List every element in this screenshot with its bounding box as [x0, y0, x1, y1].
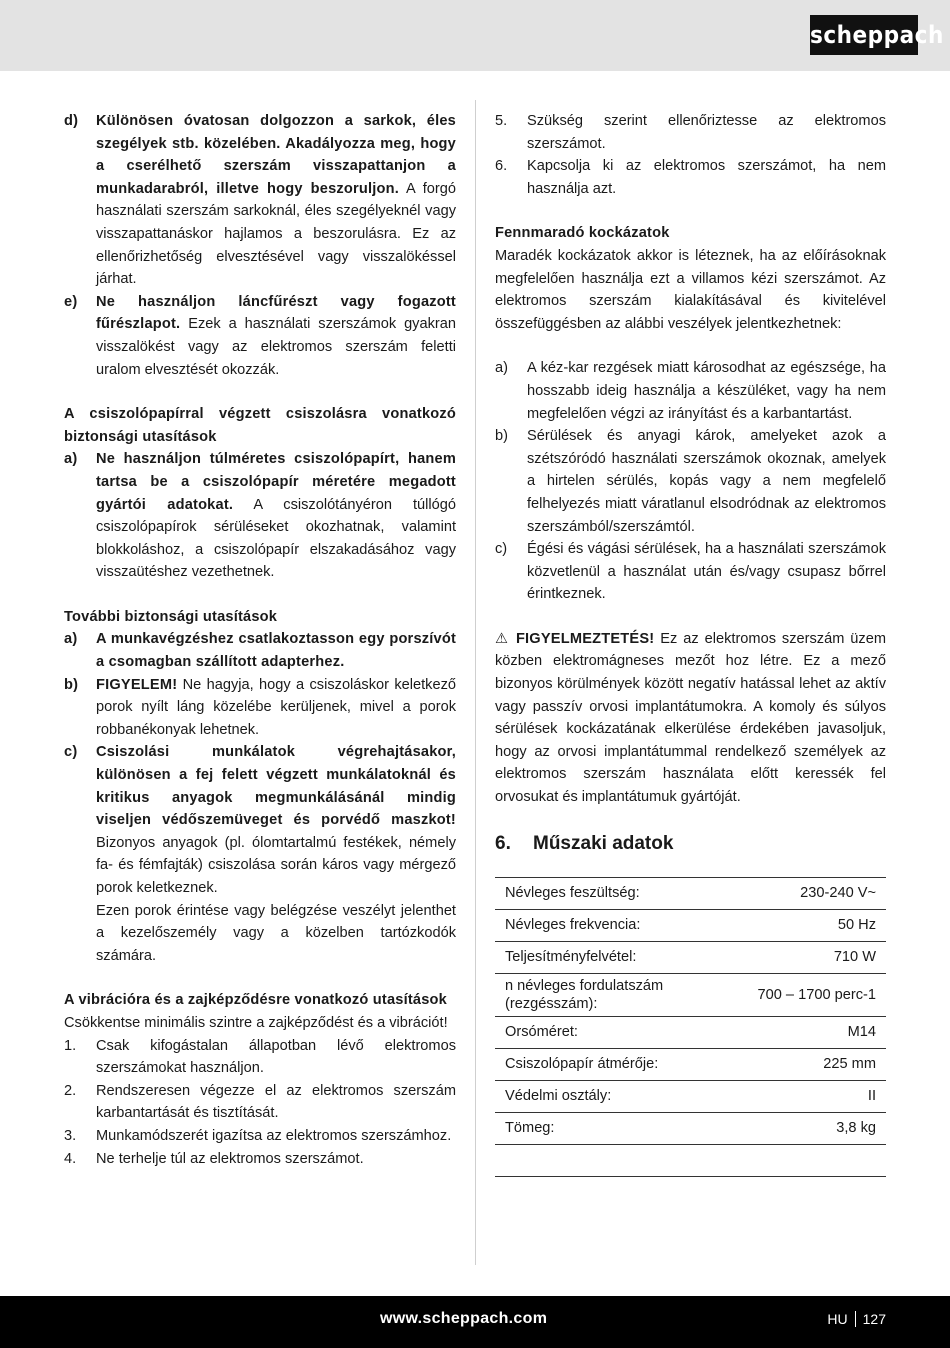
vibration-intro: Csökkentse minimális szintre a zajképződést és a vibrációt!: [64, 1014, 448, 1031]
emf-warning: [495, 628, 886, 809]
item-text-2: Ezen porok érintése vagy belégzése veszélyt jelenthet a kezelőszemély vagy a közelben tartózkodók számára.: [96, 902, 456, 964]
section-title: [495, 831, 886, 857]
item-bold-text: Különösen óvatosan dolgozzon a sarkok, éles szegélyek stb. közelében. Akadályozza meg, hogy a cserélhető szerszám visszapattanjon a munkadarabról, illetve hogy beszoruljon.: [96, 113, 456, 197]
vibration-list: [64, 1035, 456, 1171]
warning-label: FIGYELMEZTETÉS!: [515, 630, 655, 647]
section-number: 6.: [495, 832, 511, 854]
item-bold-text: A munkavégzéshez csatlakoztasson egy porszívót a csomagban szállított adapterhez.: [96, 631, 456, 671]
item-bold-text: Ne használjon láncfűrészt vagy fogazott fűrészlapot.: [96, 293, 456, 333]
sanding-safety-heading: A csiszolópapírral végzett csiszolásra vonatkozó biztonsági utasítások: [64, 406, 456, 445]
further-safety-heading: További biztonsági utasítások: [64, 608, 278, 625]
warning-text: Ez az elektromos szerszám üzem közben elektromágneses mezőt hoz létre. Ez a mező bizonyos körülmények között negatív hatással lehet az aktív vagy passzív orvosi implantátumokra. A komoly és súlyos sérülések kockázatának elkerülése érdekében javasoljuk, hogy az orvosi implantátummal rendelkező személyek az elektromos szerszám használata előtt keressék fel orvosukat és implantátumuk gyártóját.: [495, 630, 886, 806]
item-text: Bizonyos anyagok (pl. ólomtartalmú festékek, némely fa- és fémfajták) csiszolása során káros vagy mérgező porok keletkeznek.: [96, 834, 456, 896]
table-row-empty: [495, 1144, 886, 1176]
list-item: 6. Kapcsolja ki az elektromos szerszámot, ha nem használja azt.: [495, 158, 886, 197]
list-item: 3. Munkamódszerét igazítsa az elektromos szerszámhoz.: [64, 1127, 452, 1144]
table-row: Névleges frekvencia: 50 Hz: [495, 909, 886, 941]
list-item: 5. Szükség szerint ellenőriztesse az elektromos szerszámot.: [495, 113, 886, 152]
section-title-text: Műszaki adatok: [533, 832, 674, 854]
list-item-e: [64, 291, 456, 381]
item-text: A forgó használati szerszám sarkoknál, éles szegélyeknél vagy visszapattanáskor hajlamos a beszorulásra. Ez az ellenőrizhetőség elvesztésével vagy visszalökéssel járhat.: [96, 180, 456, 288]
risk-item: b) Sérülések és anyagi károk, amelyeket azok a szétszóródó használati szerszámok okoznak, amelyek a hirtelen sérülés, kopás vagy a nem megfelelő felhelyezés miatt váratlanul elsodródnak az elektromos szerszámból/szerszámtól.: [495, 428, 886, 535]
item-label: d): [64, 113, 79, 129]
item-label: a): [64, 631, 78, 648]
table-row: Teljesítményfelvétel: 710 W: [495, 941, 886, 973]
list-item-further-a: [64, 628, 456, 673]
list-item-further-c: [64, 741, 456, 967]
left-column: [64, 110, 456, 1170]
risk-item: a) A kéz-kar rezgések miatt károsodhat az egészsége, ha hosszabb ideig használja a készüléket, vagy ha nem megfelelően végzi az irányítást és a karbantartást.: [495, 360, 886, 422]
residual-risks-intro: Maradék kockázatok akkor is léteznek, ha az előírásoknak megfelelően használja ezt a villamos kézi szerszámot. Az elektromos szerszám kialakításával és kivitelével összefüggésben az alábbi veszélyek jelentkezhetnek:: [495, 247, 886, 332]
table-row: Védelmi osztály: II: [495, 1080, 886, 1112]
warning-icon: ⚠: [495, 630, 510, 647]
vibration-noise-heading: A vibrációra és a zajképződésre vonatkozó utasítások: [64, 992, 447, 1009]
right-column: [495, 110, 886, 1177]
item-bold-text: FIGYELEM!: [96, 676, 178, 693]
list-item: 4. Ne terhelje túl az elektromos szerszámot.: [64, 1150, 364, 1167]
list-item: 2. Rendszeresen végezze el az elektromos szerszám karbantartását és tisztítását.: [64, 1082, 456, 1122]
item-text: Ne hagyja, hogy a csiszoláskor keletkező porok nyílt láng közelébe kerüljenek, mivel a porok robbanékonyak lehetnek.: [96, 676, 456, 738]
risk-item: c) Égési és vágási sérülések, ha a használati szerszámok közvetlenül a használat után és/vagy csupasz bőrrel érintkeznek.: [495, 541, 886, 603]
footer-bar: [0, 1296, 950, 1348]
item-text: Ezek a használati szerszámok gyakran visszalökést vagy az elektromos szerszám feletti uralom elvesztését okozzák.: [96, 316, 456, 378]
language-code: HU: [827, 1311, 848, 1327]
table-row: Tömeg: 3,8 kg: [495, 1112, 886, 1144]
item-label: b): [64, 676, 79, 693]
item-text: A csiszolótányéron túllógó csiszolópapírok sérüléseket okozhatnak, valamint blokkoláshoz, a csiszolópapír elszakadásához vagy visszaütéshez vezethetnek.: [96, 496, 456, 581]
page-number: [827, 1311, 886, 1327]
website-link[interactable]: www.scheppach.com: [380, 1310, 548, 1327]
item-bold-text: Ne használjon túlméretes csiszolópapírt, hanem tartsa be a csiszolópapír méretére megadott gyártói adatokat.: [96, 451, 456, 513]
page-number-value: 127: [862, 1311, 886, 1327]
list-item: 1. Csak kifogástalan állapotban lévő elektromos szerszámokat használjon.: [64, 1037, 456, 1077]
list-item-d: [64, 110, 456, 291]
item-label: a): [64, 451, 78, 468]
list-item-sanding-a: [64, 448, 456, 584]
residual-risks-heading: Fennmaradó kockázatok: [495, 225, 670, 242]
spec-table: [495, 877, 886, 1177]
table-row: Névleges feszültség: 230-240 V~: [495, 877, 886, 909]
item-bold-text: Csiszolási munkálatok végrehajtásakor, különösen a fej felett végzett munkálatoknál és kritikus anyagok megmunkálásánál mindig viseljen védőszemüveget és porvédő maszkot!: [96, 744, 456, 829]
header-bar: [0, 0, 950, 71]
table-row: Orsóméret: M14: [495, 1016, 886, 1048]
item-label: e): [64, 293, 78, 310]
column-divider: [475, 100, 476, 1265]
item-label: c): [64, 744, 78, 761]
table-row: Csiszolópapír átmérője: 225 mm: [495, 1048, 886, 1080]
list-item-further-b: [64, 674, 456, 742]
table-row: n névleges fordulatszám (rezgésszám): 700 – 1700 perc-1: [495, 973, 886, 1016]
scheppach-logo: scheppach: [810, 15, 918, 55]
